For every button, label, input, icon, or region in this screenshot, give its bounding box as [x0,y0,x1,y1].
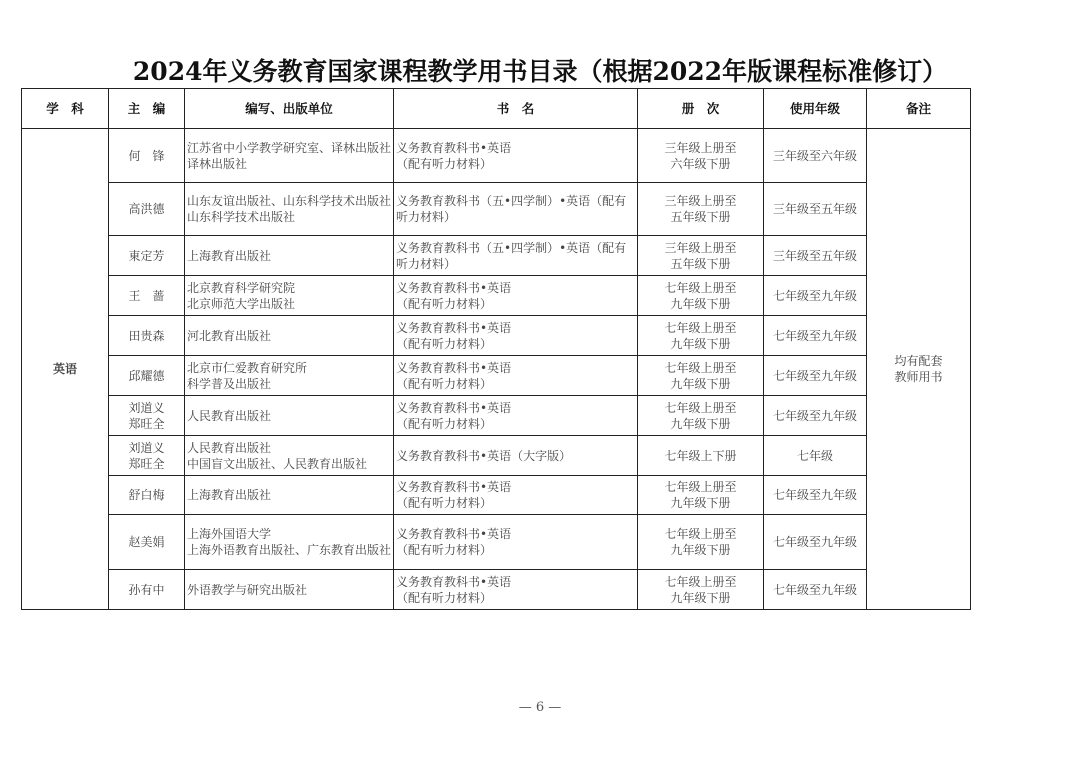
table-row [22,183,971,236]
editor-cell-line: 邱耀德 [128,368,165,383]
header-book-name: 书 名 [394,89,638,129]
publisher-cell-line: 北京师范大学出版社 [187,296,296,311]
table-row [22,570,971,610]
editor-cell-line: 王 蔷 [128,288,165,303]
volumes-cell [638,316,764,356]
book-name-cell-line: （配有听力材料） [396,496,493,510]
volumes-cell [638,515,764,570]
editor-cell-line: 田贵森 [128,328,165,343]
publisher-cell-line: 山东科学技术出版社 [187,210,296,224]
table-row [22,129,971,183]
volumes-cell-line: 三年级上册至 [664,240,737,255]
volumes-cell [638,129,764,183]
book-name-cell-line: 义务教育教科书•英语（大字版） [396,448,572,463]
table-row [22,515,971,570]
editor-cell-line: 孙有中 [128,582,165,597]
grades-cell: 七年级至九年级 [764,356,867,396]
volumes-cell [638,436,764,476]
editor-cell [109,356,185,396]
volumes-cell-line: 九年级下册 [670,543,731,557]
table-row [22,276,971,316]
book-name-cell-line: （配有听力材料） [396,590,493,605]
editor-cell [109,570,185,610]
publisher-cell-line: 北京市仁爱教育研究所 [187,360,308,375]
book-name-cell [394,316,638,356]
book-name-cell [394,236,638,276]
editor-cell-line: 東定芳 [128,248,165,263]
publisher-cell-line: 上海外国语大学 [187,527,272,541]
volumes-cell-line: 九年级下册 [670,416,731,431]
publisher-cell-line: 中国盲文出版社、人民教育出版社 [187,456,368,471]
book-name-cell-line: 义务教育教科书•英语 [396,574,512,589]
publisher-cell-line: 北京教育科学研究院 [187,280,296,295]
volumes-cell-line: 七年级上下册 [664,448,737,463]
volumes-cell-line: 九年级下册 [670,590,731,605]
publisher-cell-line: 人民教育出版社 [187,408,272,423]
editor-cell [109,276,185,316]
editor-cell [109,436,185,476]
publisher-cell-line: 科学普及出版社 [187,376,272,391]
publisher-cell-line: 上海教育出版社 [187,248,272,263]
volumes-cell [638,356,764,396]
publisher-cell-line: 山东友谊出版社、山东科学技术出版社 [187,194,392,208]
volumes-cell-line: 九年级下册 [670,496,731,510]
table-header-row [22,89,971,129]
volumes-cell [638,276,764,316]
volumes-cell [638,570,764,610]
book-name-cell-line: 义务教育教科书•英语 [396,140,512,155]
volumes-cell [638,183,764,236]
book-name-cell-line: 义务教育教科书（五•四学制）•英语（配有听力材料） [396,240,627,271]
publisher-cell [185,476,394,515]
editor-cell [109,515,185,570]
volumes-cell [638,236,764,276]
book-name-cell [394,515,638,570]
publisher-cell [185,129,394,183]
editor-cell-line: 赵美娟 [128,535,165,549]
table-row [22,396,971,436]
editor-cell [109,183,185,236]
editor-cell-line: 刘道义 [128,400,165,415]
editor-cell-line: 高洪德 [128,202,165,216]
grades-cell: 七年级至九年级 [764,515,867,570]
book-name-cell-line: 义务教育教科书•英语 [396,480,512,494]
editor-cell [109,396,185,436]
table-row [22,236,971,276]
table-row [22,316,971,356]
book-name-cell-line: （配有听力材料） [396,336,493,351]
publisher-cell [185,276,394,316]
book-name-cell-line: 义务教育教科书•英语 [396,360,512,375]
table-row [22,436,971,476]
table-row [22,356,971,396]
volumes-cell-line: 七年级上册至 [664,480,737,494]
remarks-cell-line: 教师用书 [894,370,943,384]
grades-cell: 七年级至九年级 [764,396,867,436]
publisher-cell [185,396,394,436]
book-name-cell-line: （配有听力材料） [396,416,493,431]
book-name-cell-line: （配有听力材料） [396,543,493,557]
editor-cell [109,316,185,356]
book-name-cell [394,570,638,610]
grades-cell: 三年级至五年级 [764,236,867,276]
editor-cell-line: 何 锋 [128,148,165,163]
book-name-cell [394,436,638,476]
book-name-cell [394,276,638,316]
book-name-cell-line: （配有听力材料） [396,296,493,311]
editor-cell [109,236,185,276]
volumes-cell-line: 七年级上册至 [664,400,737,415]
header-volumes: 册 次 [638,89,764,129]
document-title: 2024年义务教育国家课程教学用书目录（根据2022年版课程标准修订） [132,57,948,86]
grades-cell: 三年级至五年级 [764,183,867,236]
grades-cell: 三年级至六年级 [764,129,867,183]
header-remarks: 备注 [867,89,971,129]
grades-cell: 七年级至九年级 [764,276,867,316]
publisher-cell [185,570,394,610]
publisher-cell-line: 人民教育出版社 [187,440,272,455]
book-name-cell-line: 义务教育教科书•英语 [396,527,512,541]
volumes-cell-line: 七年级上册至 [664,574,737,589]
book-name-cell-line: （配有听力材料） [396,156,493,171]
book-name-cell-line: 义务教育教科书•英语 [396,400,512,415]
publisher-cell-line: 外语教学与研究出版社 [187,582,308,597]
volumes-cell-line: 五年级下册 [670,210,731,224]
publisher-cell [185,316,394,356]
volumes-cell-line: 九年级下册 [670,376,731,391]
editor-cell-line: 刘道义 [128,440,165,455]
volumes-cell-line: 三年级上册至 [664,194,737,208]
volumes-cell-line: 六年级下册 [670,156,731,171]
publisher-cell-line: 上海外语教育出版社、广东教育出版社 [187,543,392,557]
book-name-cell-line: 义务教育教科书•英语 [396,280,512,295]
book-name-cell-line: 义务教育教科书•英语 [396,320,512,335]
publisher-cell [185,515,394,570]
publisher-cell-line: 河北教育出版社 [187,328,272,343]
volumes-cell-line: 七年级上册至 [664,360,737,375]
page-number: — 6 — [518,700,562,715]
book-name-cell-line: （配有听力材料） [396,376,493,391]
volumes-cell-line: 七年级上册至 [664,280,737,295]
editor-cell [109,476,185,515]
volumes-cell [638,476,764,515]
header-grades: 使用年级 [764,89,867,129]
publisher-cell-line: 上海教育出版社 [187,488,272,502]
remarks-cell-line: 均有配套 [894,354,943,368]
editor-cell-line: 舒白梅 [128,488,165,502]
volumes-cell-line: 三年级上册至 [664,140,737,155]
publisher-cell-line: 译林出版社 [187,156,248,171]
volumes-cell-line: 七年级上册至 [664,527,737,541]
grades-cell: 七年级至九年级 [764,316,867,356]
textbook-catalog-table [21,88,971,610]
subject-cell: 英语 [22,129,109,610]
volumes-cell-line: 五年级下册 [670,256,731,271]
grades-cell: 七年级至九年级 [764,570,867,610]
header-editor: 主 编 [109,89,185,129]
grades-cell: 七年级 [764,436,867,476]
book-name-cell [394,183,638,236]
publisher-cell [185,356,394,396]
volumes-cell-line: 七年级上册至 [664,320,737,335]
publisher-cell [185,183,394,236]
editor-cell-line: 郑旺全 [128,416,165,431]
editor-cell-line: 郑旺全 [128,456,165,471]
volumes-cell-line: 九年级下册 [670,336,731,351]
table-row [22,476,971,515]
book-name-cell [394,356,638,396]
remarks-cell [867,129,971,610]
book-name-cell [394,396,638,436]
publisher-cell-line: 江苏省中小学教学研究室、译林出版社 [187,140,392,155]
book-name-cell [394,129,638,183]
publisher-cell [185,236,394,276]
editor-cell [109,129,185,183]
book-name-cell-line: 义务教育教科书（五•四学制）•英语（配有听力材料） [396,194,627,224]
book-name-cell [394,476,638,515]
volumes-cell-line: 九年级下册 [670,296,731,311]
header-publisher: 编写、出版单位 [185,89,394,129]
header-subject: 学 科 [22,89,109,129]
publisher-cell [185,436,394,476]
volumes-cell [638,396,764,436]
grades-cell: 七年级至九年级 [764,476,867,515]
